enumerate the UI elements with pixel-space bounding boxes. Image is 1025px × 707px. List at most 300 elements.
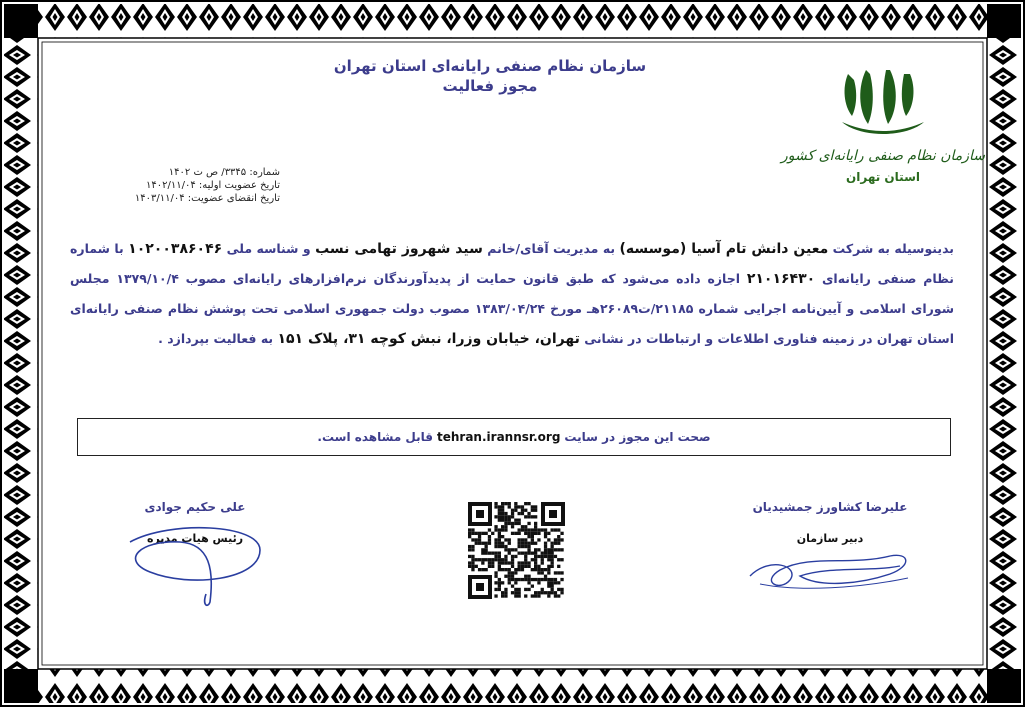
- qr-module: [501, 561, 504, 564]
- qr-module: [524, 575, 527, 578]
- qr-module: [544, 552, 547, 555]
- qr-module: [514, 568, 517, 571]
- qr-module: [544, 591, 547, 594]
- qr-module: [521, 538, 524, 541]
- qr-module: [511, 512, 514, 515]
- logo-text: سازمان نظام صنفی رایانه‌ای کشور: [781, 148, 985, 164]
- qr-module: [504, 594, 507, 597]
- qr-module: [524, 538, 527, 541]
- qr-module: [527, 588, 530, 591]
- qr-module: [481, 568, 484, 571]
- qr-module: [551, 555, 554, 558]
- qr-module: [554, 542, 557, 545]
- qr-module: [527, 575, 530, 578]
- qr-module: [551, 588, 554, 591]
- qr-module: [504, 561, 507, 564]
- qr-module: [560, 578, 563, 581]
- qr-module: [501, 545, 504, 548]
- guild-number: ۲۱۰۱۶۴۳۰: [746, 271, 816, 287]
- qr-module: [521, 552, 524, 555]
- qr-module: [524, 542, 527, 545]
- qr-module: [491, 532, 494, 535]
- qr-module: [494, 575, 497, 578]
- qr-module: [537, 578, 540, 581]
- qr-module: [508, 561, 511, 564]
- qr-module: [508, 568, 511, 571]
- qr-module: [504, 512, 507, 515]
- qr-module: [498, 565, 501, 568]
- qr-module: [491, 561, 494, 564]
- body-text-4: با شماره نظام صنفی رایانه‌ای: [70, 241, 954, 286]
- qr-module: [494, 594, 497, 597]
- qr-module: [471, 555, 474, 558]
- qr-module: [524, 578, 527, 581]
- qr-module: [521, 505, 524, 508]
- qr-module: [488, 561, 491, 564]
- qr-module: [471, 532, 474, 535]
- qr-module: [498, 515, 501, 518]
- qr-code: [466, 500, 567, 601]
- qr-module: [481, 548, 484, 551]
- certificate-header: [250, 56, 730, 96]
- qr-module: [534, 591, 537, 594]
- membership-expiry-date: تاریخ انقضای عضویت: ۱۴۰۳/۱۱/۰۴: [134, 193, 280, 204]
- qr-module: [481, 561, 484, 564]
- qr-module: [547, 578, 550, 581]
- qr-module: [560, 571, 563, 574]
- qr-module: [557, 594, 560, 597]
- qr-module: [498, 552, 501, 555]
- qr-module: [534, 515, 537, 518]
- body-text-3: و شناسه ملی: [222, 241, 316, 256]
- qr-module: [547, 555, 550, 558]
- qr-module: [488, 558, 491, 561]
- qr-module: [478, 532, 481, 535]
- qr-module: [524, 528, 527, 531]
- qr-module: [524, 565, 527, 568]
- qr-module: [501, 535, 504, 538]
- business-address: تهران، خیابان وزرا، نبش کوچه ۳۱، پلاک ۱۵۱: [277, 331, 580, 347]
- qr-module: [551, 558, 554, 561]
- qr-module: [478, 535, 481, 538]
- qr-module: [508, 581, 511, 584]
- qr-module: [547, 591, 550, 594]
- qr-module: [468, 535, 471, 538]
- national-id: ۱۰۲۰۰۳۸۶۰۴۶: [128, 241, 223, 257]
- body-text-2: به مدیریت آقای/خانم: [482, 241, 620, 256]
- qr-module: [534, 565, 537, 568]
- qr-module: [468, 548, 471, 551]
- qr-module: [518, 578, 521, 581]
- chairman-signature-scribble: [110, 510, 280, 610]
- qr-module: [508, 542, 511, 545]
- qr-module: [511, 515, 514, 518]
- qr-module: [468, 545, 471, 548]
- qr-module: [501, 512, 504, 515]
- qr-module: [551, 542, 554, 545]
- qr-module: [494, 538, 497, 541]
- qr-module: [511, 565, 514, 568]
- qr-module: [518, 565, 521, 568]
- qr-module: [511, 558, 514, 561]
- qr-module: [527, 545, 530, 548]
- qr-module: [508, 575, 511, 578]
- qr-module: [534, 525, 537, 528]
- qr-module: [527, 542, 530, 545]
- qr-module: [504, 515, 507, 518]
- qr-module: [501, 594, 504, 597]
- qr-module: [554, 538, 557, 541]
- qr-module: [527, 528, 530, 531]
- qr-module: [498, 561, 501, 564]
- qr-module: [511, 555, 514, 558]
- qr-module: [488, 538, 491, 541]
- qr-module: [534, 528, 537, 531]
- qr-module: [478, 558, 481, 561]
- qr-module: [531, 578, 534, 581]
- qr-module: [544, 568, 547, 571]
- qr-module: [531, 568, 534, 571]
- qr-module: [498, 545, 501, 548]
- qr-module: [471, 538, 474, 541]
- first-membership-date: تاریخ عضویت اولیه: ۱۴۰۲/۱۱/۰۴: [146, 180, 280, 191]
- qr-module: [471, 561, 474, 564]
- qr-module: [557, 558, 560, 561]
- qr-module: [547, 568, 550, 571]
- qr-module: [554, 591, 557, 594]
- qr-module: [551, 528, 554, 531]
- qr-module: [527, 552, 530, 555]
- qr-module: [544, 578, 547, 581]
- qr-module: [524, 532, 527, 535]
- qr-module: [541, 558, 544, 561]
- qr-module: [494, 581, 497, 584]
- qr-module: [541, 591, 544, 594]
- qr-module: [547, 565, 550, 568]
- qr-module: [501, 525, 504, 528]
- qr-module: [514, 502, 517, 505]
- qr-module: [547, 585, 550, 588]
- qr-module: [511, 522, 514, 525]
- qr-module: [494, 558, 497, 561]
- qr-module: [518, 594, 521, 597]
- qr-module: [518, 519, 521, 522]
- logo-caption: استان تهران: [846, 170, 920, 184]
- qr-module: [498, 535, 501, 538]
- qr-module: [501, 509, 504, 512]
- qr-module: [554, 578, 557, 581]
- qr-module: [501, 528, 504, 531]
- qr-module: [494, 555, 497, 558]
- qr-module: [551, 581, 554, 584]
- qr-module: [527, 565, 530, 568]
- qr-module: [514, 555, 517, 558]
- qr-module: [508, 552, 511, 555]
- qr-module: [534, 552, 537, 555]
- qr-module: [551, 548, 554, 551]
- chairman-name: علی حکیم جوادی: [144, 500, 246, 514]
- qr-module: [504, 588, 507, 591]
- qr-module: [498, 588, 501, 591]
- qr-module: [514, 594, 517, 597]
- qr-module: [468, 532, 471, 535]
- qr-module: [531, 505, 534, 508]
- qr-module: [527, 515, 530, 518]
- qr-module: [471, 545, 474, 548]
- qr-module: [534, 578, 537, 581]
- qr-module: [481, 532, 484, 535]
- qr-module: [514, 548, 517, 551]
- qr-module: [547, 552, 550, 555]
- qr-module: [557, 538, 560, 541]
- qr-module: [541, 578, 544, 581]
- qr-module: [527, 522, 530, 525]
- qr-module: [498, 568, 501, 571]
- qr-module: [491, 565, 494, 568]
- qr-module: [518, 538, 521, 541]
- qr-module: [514, 571, 517, 574]
- qr-module: [521, 578, 524, 581]
- qr-module: [511, 532, 514, 535]
- qr-module: [554, 548, 557, 551]
- qr-module: [527, 502, 530, 505]
- qr-module: [475, 532, 478, 535]
- qr-module: [534, 542, 537, 545]
- qr-module: [534, 558, 537, 561]
- qr-module: [531, 542, 534, 545]
- qr-module: [521, 561, 524, 564]
- qr-module: [518, 542, 521, 545]
- qr-module: [541, 552, 544, 555]
- qr-module: [485, 545, 488, 548]
- secretary-title: دبیر سازمان: [796, 532, 864, 545]
- qr-module: [518, 505, 521, 508]
- qr-module: [488, 535, 491, 538]
- qr-module: [524, 502, 527, 505]
- qr-module: [511, 548, 514, 551]
- document-title: مجوز فعالیت: [442, 77, 538, 95]
- qr-module: [527, 561, 530, 564]
- qr-module: [514, 591, 517, 594]
- qr-module: [524, 558, 527, 561]
- qr-module: [511, 585, 514, 588]
- qr-module: [537, 555, 540, 558]
- qr-module: [537, 568, 540, 571]
- qr-module: [468, 565, 471, 568]
- qr-module: [544, 528, 547, 531]
- qr-module: [494, 542, 497, 545]
- qr-module: [527, 532, 530, 535]
- qr-module: [504, 545, 507, 548]
- qr-module: [504, 502, 507, 505]
- qr-module: [527, 535, 530, 538]
- qr-module: [544, 535, 547, 538]
- qr-module: [518, 545, 521, 548]
- qr-module: [504, 575, 507, 578]
- qr-module: [551, 578, 554, 581]
- qr-module: [531, 558, 534, 561]
- qr-module: [544, 532, 547, 535]
- qr-module: [521, 542, 524, 545]
- qr-module: [501, 542, 504, 545]
- qr-module: [514, 505, 517, 508]
- company-name: معین دانش تام آسیا (موسسه): [619, 241, 829, 257]
- qr-module: [527, 578, 530, 581]
- qr-module: [524, 525, 527, 528]
- qr-module: [498, 512, 501, 515]
- qr-module: [524, 552, 527, 555]
- qr-module: [531, 535, 534, 538]
- qr-module: [501, 568, 504, 571]
- qr-module: [521, 512, 524, 515]
- qr-module: [531, 528, 534, 531]
- qr-module: [557, 565, 560, 568]
- qr-module: [531, 585, 534, 588]
- qr-module: [471, 548, 474, 551]
- qr-module: [514, 581, 517, 584]
- qr-module: [521, 545, 524, 548]
- qr-module: [501, 519, 504, 522]
- qr-module: [560, 538, 563, 541]
- qr-module: [514, 519, 517, 522]
- qr-module: [504, 558, 507, 561]
- qr-module: [488, 552, 491, 555]
- qr-module: [534, 532, 537, 535]
- qr-module: [511, 561, 514, 564]
- qr-module: [504, 548, 507, 551]
- qr-module: [547, 571, 550, 574]
- qr-module: [498, 538, 501, 541]
- qr-module: [541, 561, 544, 564]
- qr-module: [478, 568, 481, 571]
- qr-module: [534, 522, 537, 525]
- qr-module: [514, 509, 517, 512]
- qr-module: [511, 509, 514, 512]
- qr-module: [485, 568, 488, 571]
- verification-text-before: صحت این مجوز در سایت: [564, 430, 711, 444]
- qr-module: [537, 591, 540, 594]
- qr-module: [537, 565, 540, 568]
- qr-module: [511, 591, 514, 594]
- qr-module: [537, 581, 540, 584]
- qr-module: [468, 561, 471, 564]
- qr-module: [521, 525, 524, 528]
- chairman-title: رئیس هیات مدیره: [146, 532, 244, 545]
- qr-module: [557, 588, 560, 591]
- qr-module: [498, 519, 501, 522]
- qr-module: [511, 578, 514, 581]
- qr-module: [537, 548, 540, 551]
- qr-module: [524, 545, 527, 548]
- qr-module: [537, 532, 540, 535]
- qr-module: [498, 555, 501, 558]
- qr-module: [504, 568, 507, 571]
- qr-module: [488, 528, 491, 531]
- qr-module: [491, 558, 494, 561]
- qr-module: [481, 558, 484, 561]
- qr-module: [551, 591, 554, 594]
- qr-module: [531, 538, 534, 541]
- reference-number: شماره: ۳۳۴۵/ ص ت ۱۴۰۲: [168, 167, 280, 178]
- qr-module: [511, 575, 514, 578]
- qr-module: [531, 515, 534, 518]
- qr-module: [537, 538, 540, 541]
- qr-module: [494, 571, 497, 574]
- qr-module: [498, 578, 501, 581]
- qr-module: [488, 542, 491, 545]
- qr-module: [518, 512, 521, 515]
- qr-module: [468, 555, 471, 558]
- qr-module: [485, 532, 488, 535]
- qr-module: [504, 525, 507, 528]
- qr-module: [544, 555, 547, 558]
- qr-module: [551, 552, 554, 555]
- qr-module: [518, 528, 521, 531]
- qr-module: [527, 581, 530, 584]
- qr-module: [518, 591, 521, 594]
- qr-module: [534, 509, 537, 512]
- qr-module: [557, 542, 560, 545]
- qr-module: [521, 528, 524, 531]
- qr-module: [511, 525, 514, 528]
- body-text-1: بدینوسیله به شرکت: [828, 241, 954, 256]
- qr-module: [551, 565, 554, 568]
- qr-module: [554, 528, 557, 531]
- qr-module: [531, 509, 534, 512]
- qr-module: [494, 525, 497, 528]
- qr-module: [508, 502, 511, 505]
- qr-module: [511, 571, 514, 574]
- qr-module: [468, 528, 471, 531]
- qr-module: [557, 535, 560, 538]
- qr-module: [560, 588, 563, 591]
- qr-module: [488, 565, 491, 568]
- qr-module: [494, 528, 497, 531]
- qr-module: [554, 594, 557, 597]
- secretary-name: علیرضا کشاورز جمشیدیان: [752, 500, 908, 514]
- qr-module: [531, 552, 534, 555]
- qr-module: [534, 568, 537, 571]
- qr-module: [498, 581, 501, 584]
- verification-site-link[interactable]: tehran.irannsr.org: [437, 430, 561, 444]
- qr-module: [475, 542, 478, 545]
- qr-module: [524, 561, 527, 564]
- qr-module: [544, 545, 547, 548]
- qr-module: [504, 555, 507, 558]
- qr-module: [508, 538, 511, 541]
- qr-module: [504, 528, 507, 531]
- qr-module: [494, 588, 497, 591]
- qr-module: [560, 548, 563, 551]
- qr-module: [541, 528, 544, 531]
- qr-module: [501, 505, 504, 508]
- qr-module: [521, 568, 524, 571]
- qr-module: [560, 591, 563, 594]
- qr-module: [544, 548, 547, 551]
- qr-module: [485, 552, 488, 555]
- qr-module: [527, 548, 530, 551]
- qr-module: [534, 548, 537, 551]
- qr-module: [501, 515, 504, 518]
- qr-module: [508, 548, 511, 551]
- qr-module: [524, 515, 527, 518]
- qr-module: [501, 558, 504, 561]
- qr-module: [560, 558, 563, 561]
- qr-module: [554, 571, 557, 574]
- chairman-signature-block: [110, 500, 280, 610]
- qr-module: [485, 558, 488, 561]
- qr-module: [537, 571, 540, 574]
